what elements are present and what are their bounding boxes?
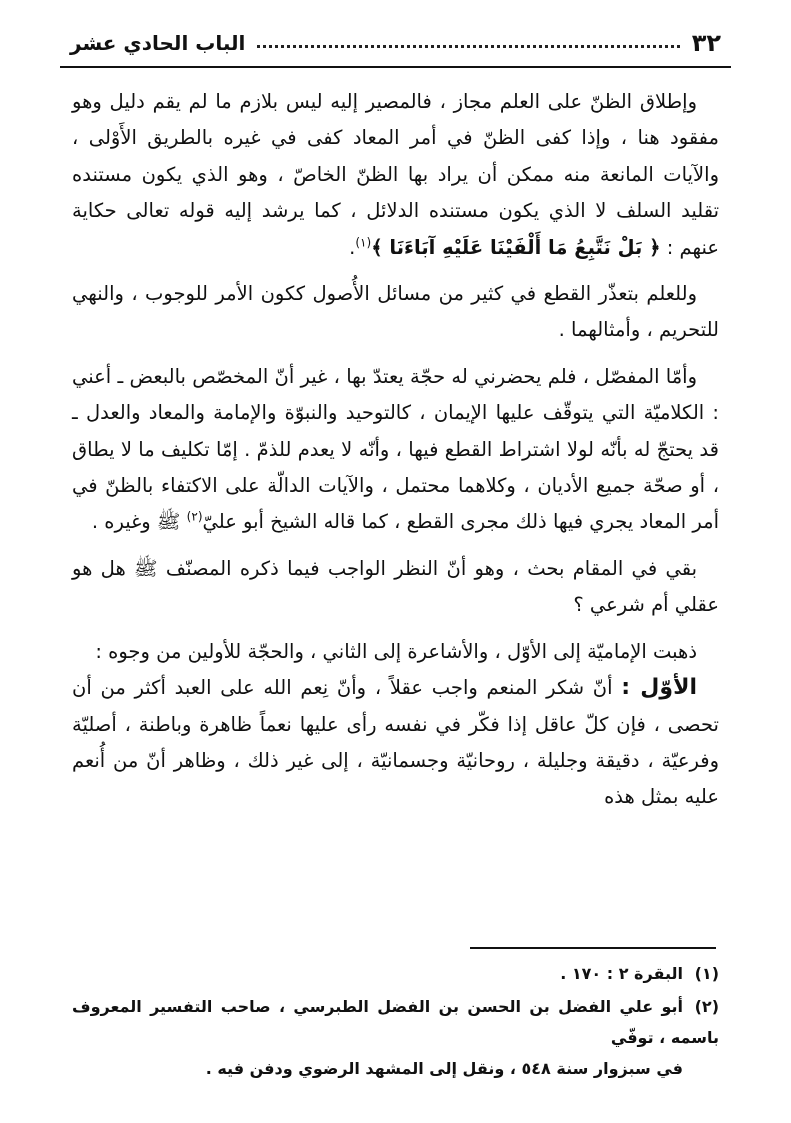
paragraph-6-text: أنّ شكر المنعم واجب عقلاً ، وأنّ نِعم الله على العبد أكثر من أن تحصى ، فإن كلّ عاقل إذا فكّر في نفسه رأى عليها نعماً ظاهرة وباطنة ، أصليّة وفرعيّة ، دقيقة وجليلة ، روحانيّة وجسمانيّة ، إلى غير ذلك ، وظاهر أنّ من أُنعم عليه بمثل هذه — [72, 676, 719, 809]
footnote-number: (٢) — [694, 997, 719, 1016]
footnote-number: (١) — [694, 964, 719, 983]
footnote-separator — [470, 947, 716, 949]
footnote-2 — [72, 991, 719, 1084]
paragraph-5 — [72, 634, 719, 670]
dotted-leader — [257, 45, 679, 48]
footnote-text: البقرة ٢ : ١٧٠ . — [560, 964, 683, 983]
paragraph-3-text: وأمّا المفصّل ، فلم يحضرني له حجّة يعتدّ بها ، غير أنّ المخصّص بالبعض ـ أعني : الكلاميّة التي يتوقّف عليها الإيمان ، كالتوحيد والنبوّة والإمامة والمعاد والعدل ـ قد يحتجّ له بأنّه لولا اشتراط القطع فيها ، وأنّه لا يعدم للذمّ . إمّا تكليف ما لا يطاق ، أو صحّة جميع الأديان ، وكلاهما محتمل ، والآيات الدالّة على الاكتفاء بالظنّ في أمر المعاد يجري فيها ذلك مجرى القطع ، كما قاله الشيخ أبو عليّ — [72, 364, 719, 534]
paragraph-4-text: بقي في المقام بحث ، وهو أنّ النظر الواجب فيما ذكره المصنّف ﷺ هل هو عقلي أم شرعي ؟ — [72, 556, 719, 617]
footnote-continuation: في سبزوار سنة ٥٤٨ ، ونقل إلى المشهد الرضوي ودفن فيه . — [205, 1059, 683, 1078]
paragraph-1-tail: . — [349, 235, 356, 259]
paragraph-4 — [72, 551, 719, 624]
paragraph-6 — [72, 670, 719, 816]
quran-verse: ﴿ بَلْ نَتَّبِعُ مَا أَلْفَيْنَا عَلَيْهِ آبَاءَنَا ﴾ — [371, 235, 661, 259]
footnotes — [72, 958, 719, 1086]
footnote-text: أبو علي الفضل بن الحسن بن الفضل الطبرسي ، صاحب التفسير المعروف باسمه ، توفّي — [72, 997, 719, 1047]
paragraph-1-text: وإطلاق الظنّ على العلم مجاز ، فالمصير إليه ليس بلازم ما لم يقم دليل وهو مفقود هنا ، وإذا كفى الظنّ في أمر المعاد كفى في غيره بالطريق الأَوْلى ، والآيات المانعة منه ممكن أن يراد بها الظنّ الخاصّ ، وهو الذي يكون مستنده تقليد السلف لا الذي يكون مستنده الدلائل ، كما يرشد إليه قوله تعالى حكاية عنهم : — [72, 90, 719, 259]
footnote-marker-1[interactable]: (١) — [355, 235, 372, 250]
paragraph-2 — [72, 276, 719, 349]
paragraph-1 — [72, 84, 719, 266]
main-text — [72, 84, 719, 816]
paragraph-2-text: وللعلم بتعذّر القطع في كثير من مسائل الأُصول ككون الأمر للوجوب ، والنهي للتحريم ، وأمثالهما . — [72, 282, 719, 342]
running-header — [70, 26, 721, 60]
footnote-marker-2[interactable]: (٢) — [186, 509, 203, 524]
footnote-1 — [72, 958, 719, 989]
paragraph-5-text: ذهبت الإماميّة إلى الأوّل ، والأشاعرة إلى الثاني ، والحجّة للأولين من وجوه : — [95, 639, 697, 663]
header-rule — [60, 66, 731, 68]
page-number: ٣٢ — [691, 29, 721, 57]
paragraph-3 — [72, 359, 719, 541]
chapter-title: الباب الحادي عشر — [70, 31, 246, 55]
paragraph-3-tail: ﷺ وغيره . — [91, 510, 187, 534]
point-heading: الأوّل : — [621, 675, 697, 701]
